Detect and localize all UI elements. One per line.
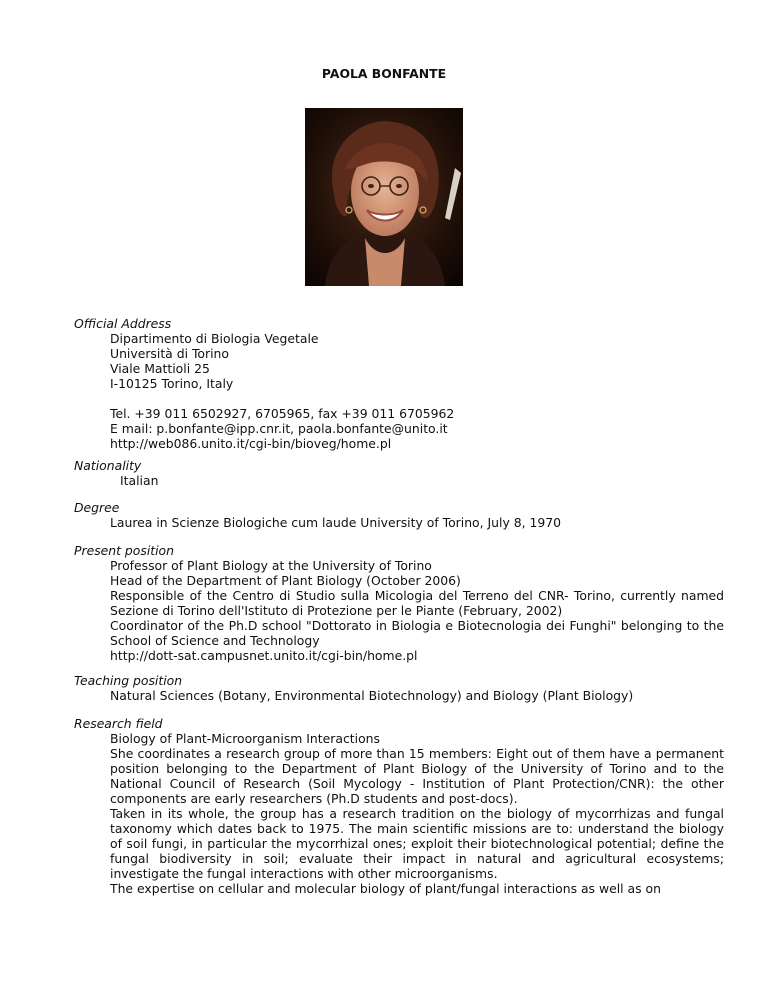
section-research	[74, 716, 724, 896]
portrait-image	[305, 108, 463, 286]
nationality-value: Italian	[120, 473, 159, 488]
research-paragraph: She coordinates a research group of more than 15 members: Eight out of them have a permanent position belonging to the Department of Plant Biology of the University of Torino and to the National Council of Research (Soil Mycology - Institution of Plant Protection/CNR): the other components are early researchers (Ph.D students and post-docs).	[110, 746, 724, 806]
address-line: Viale Mattioli 25	[110, 361, 210, 376]
portrait-photo	[305, 108, 463, 286]
label-present-position: Present position	[74, 543, 174, 558]
position-line: Professor of Plant Biology at the University of Torino	[110, 558, 432, 573]
position-line: Responsible of the Centro di Studio sulla Micologia del Terreno del CNR- Torino, currently named Sezione di Torino dell'Istituto di Protezione per le Piante (February, 2002)	[110, 588, 724, 618]
position-line: Head of the Department of Plant Biology (October 2006)	[110, 573, 461, 588]
label-address: Official Address	[74, 316, 172, 331]
research-paragraph: Biology of Plant-Microorganism Interactions	[110, 731, 380, 746]
section-address	[74, 316, 724, 451]
section-degree	[74, 500, 724, 530]
contact-website-link[interactable]: http://web086.unito.it/cgi-bin/bioveg/home.pl	[110, 436, 392, 451]
label-nationality: Nationality	[74, 458, 142, 473]
address-line: Università di Torino	[110, 346, 229, 361]
position-line: Coordinator of the Ph.D school "Dottorato in Biologia e Biotecnologia dei Funghi" belonging to the School of Science and Technology	[110, 618, 724, 648]
research-paragraph: Taken in its whole, the group has a research tradition on the biology of mycorrhizas and fungal taxonomy which dates back to 1975. The main scientific missions are to: understand the biology of soil fungi, in particular the mycorrhizal ones; exploit their biotechnological potential; define the fungal biodiversity in soil; evaluate their impact in natural and agricultural ecosystems; investigate the fungal interactions with other microorganisms.	[110, 806, 724, 881]
address-line: Dipartimento di Biologia Vegetale	[110, 331, 319, 346]
phd-school-link[interactable]: http://dott-sat.campusnet.unito.it/cgi-bin/home.pl	[110, 648, 418, 663]
degree-value: Laurea in Scienze Biologiche cum laude University of Torino, July 8, 1970	[110, 515, 562, 530]
label-teaching: Teaching position	[74, 673, 183, 688]
section-present-position	[74, 543, 724, 663]
section-teaching	[74, 673, 724, 703]
contact-email: E mail: p.bonfante@ipp.cnr.it, paola.bonfante@unito.it	[110, 421, 448, 436]
teaching-value: Natural Sciences (Botany, Environmental Biotechnology) and Biology (Plant Biology)	[110, 688, 634, 703]
section-nationality	[74, 458, 724, 488]
label-research: Research field	[74, 716, 163, 731]
address-line: I-10125 Torino, Italy	[110, 376, 234, 391]
research-paragraph: The expertise on cellular and molecular biology of plant/fungal interactions as well as on	[110, 881, 661, 896]
label-degree: Degree	[74, 500, 120, 515]
contact-phone: Tel. +39 011 6502927, 6705965, fax +39 011 6705962	[110, 406, 455, 421]
person-name: PAOLA BONFANTE	[321, 66, 447, 81]
